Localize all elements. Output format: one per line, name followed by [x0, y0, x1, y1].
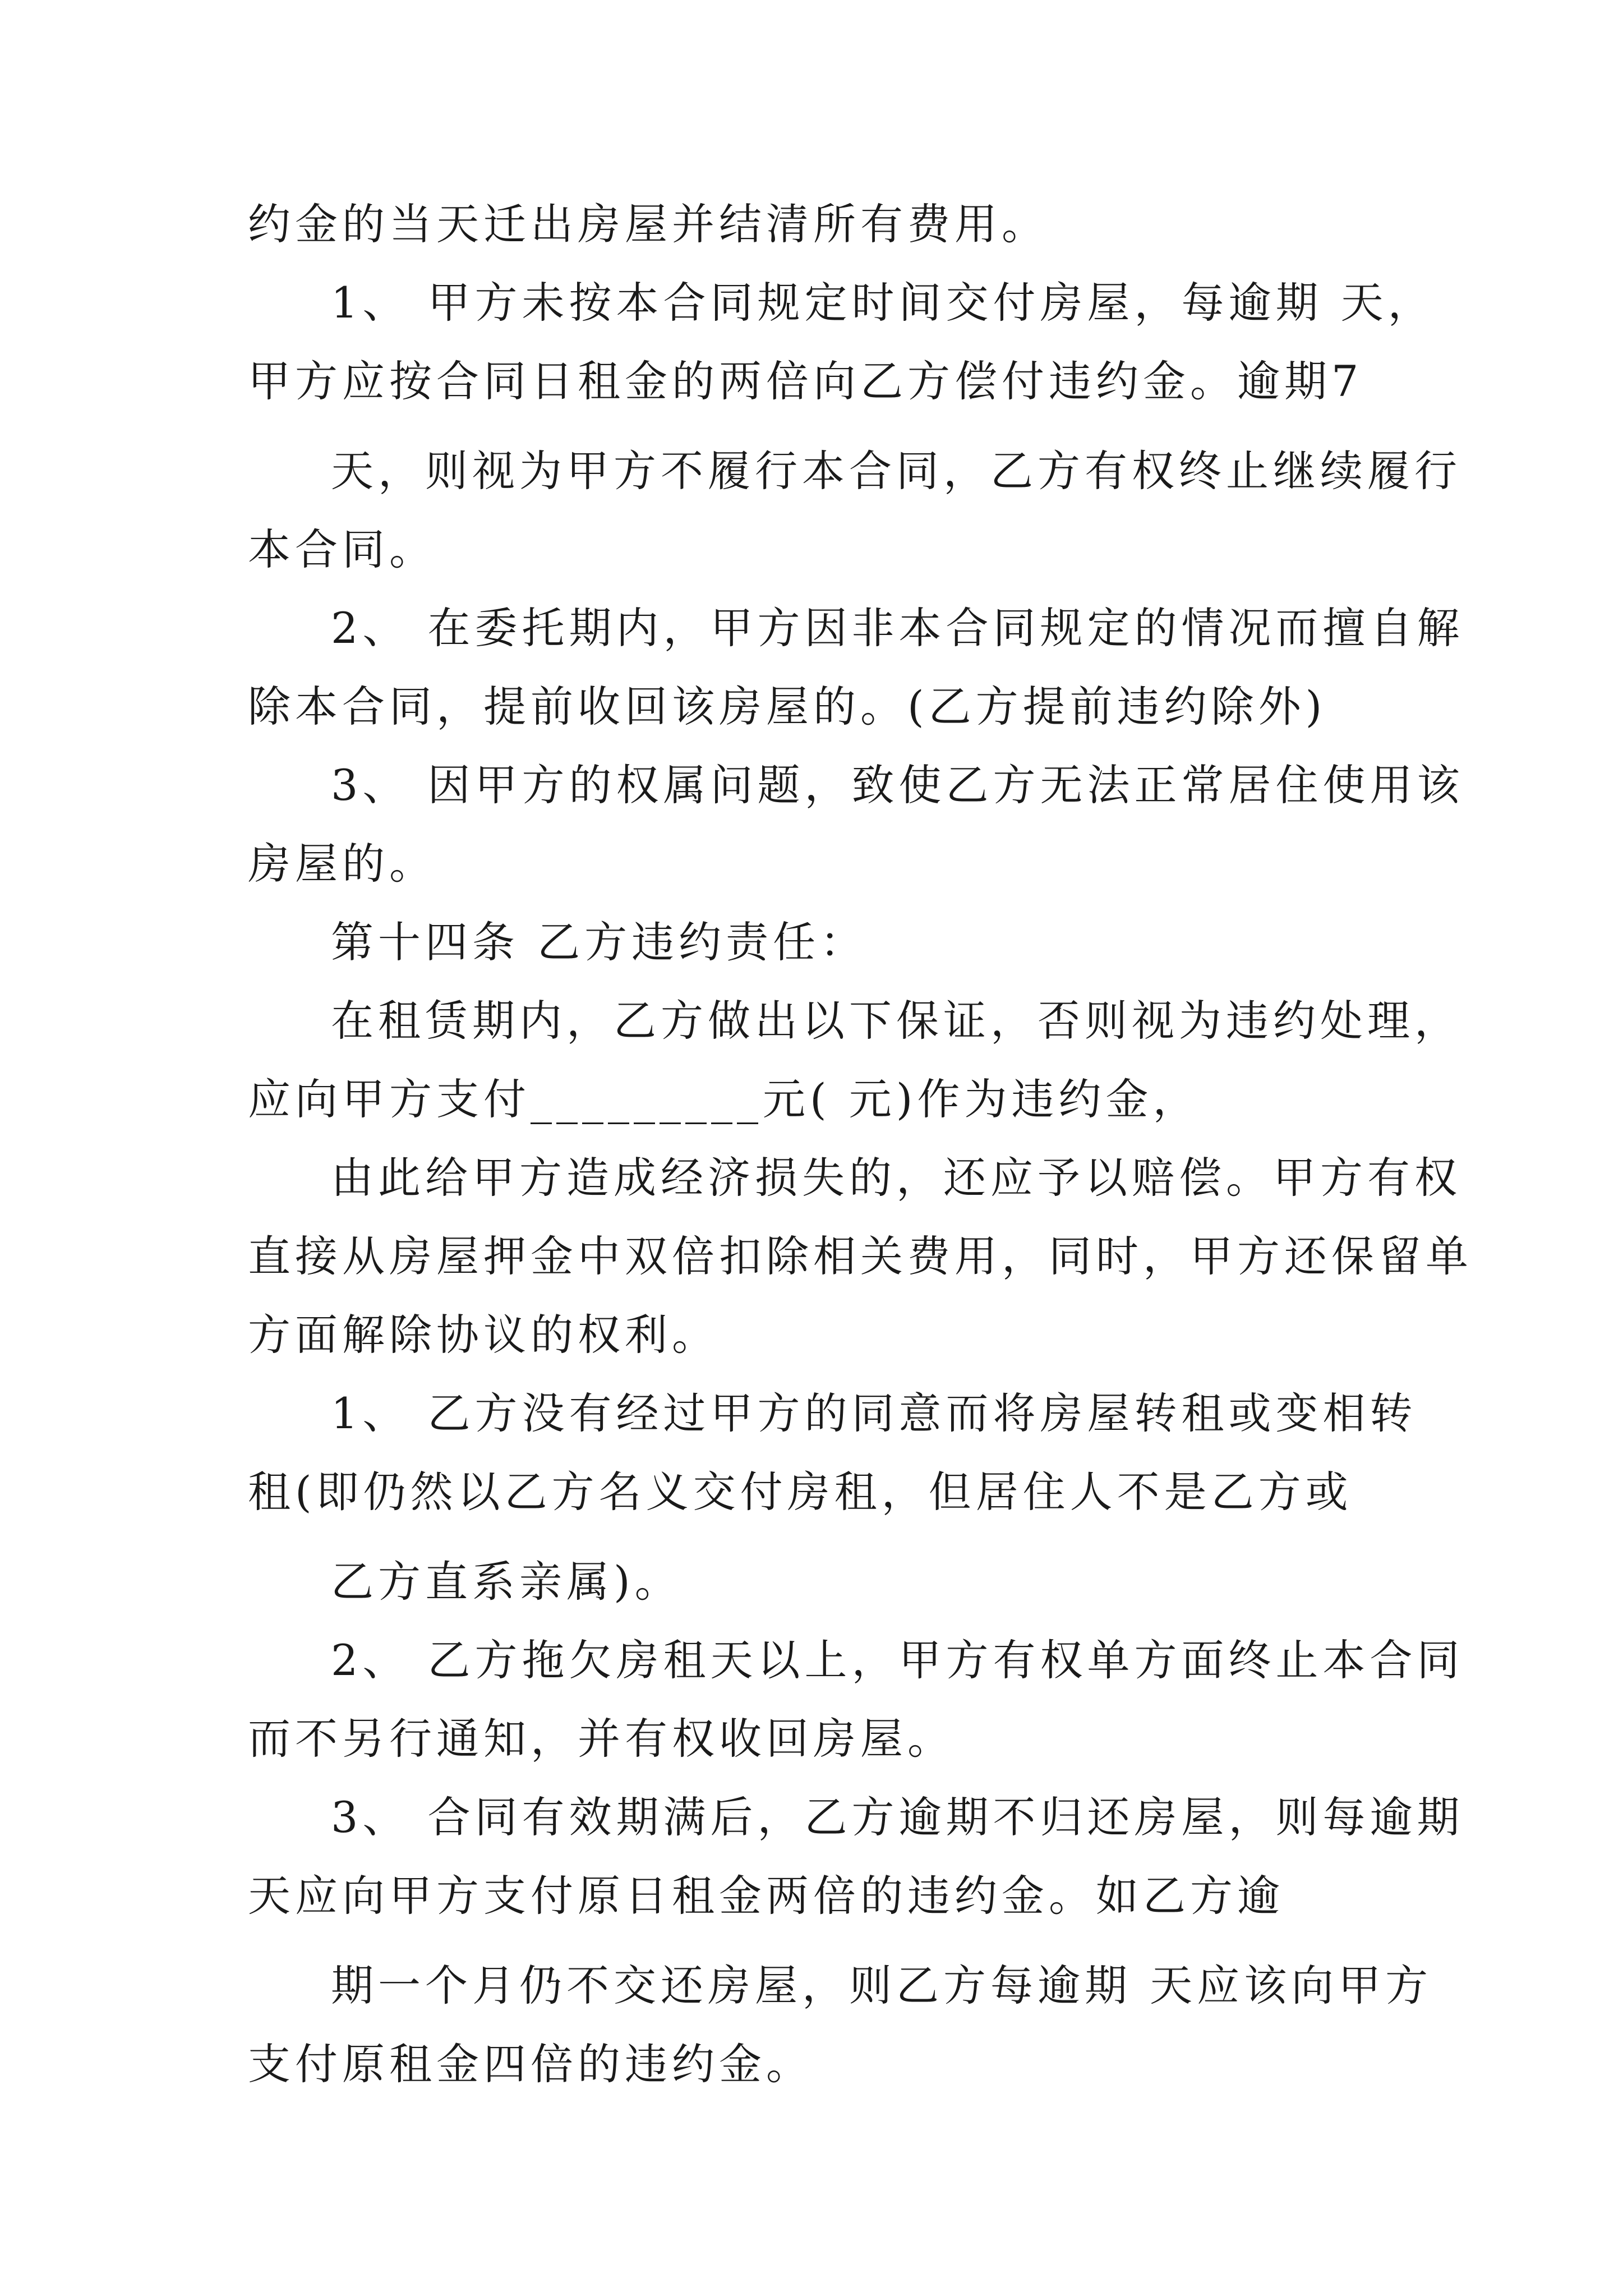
text-line: 直接从房屋押金中双倍扣除相关费用，同时，甲方还保留单 — [248, 1231, 1473, 1281]
text-line: 租(即仍然以乙方名义交付房租，但居住人不是乙方或 — [248, 1467, 1353, 1517]
text-line: 房屋的。 — [248, 839, 436, 889]
text-line: 1、 甲方未按本合同规定时间交付房屋，每逾期 天， — [331, 278, 1435, 328]
text-line: 天，则视为甲方不履行本合同，乙方有权终止继续履行 — [331, 446, 1461, 496]
text-line: 本合同。 — [248, 524, 436, 574]
text-line: 约金的当天迁出房屋并结清所有费用。 — [248, 199, 1049, 249]
text-line: 在租赁期内，乙方做出以下保证，否则视为违约处理， — [331, 996, 1461, 1046]
text-line: 应向甲方支付_________元( 元)作为违约金， — [248, 1074, 1200, 1124]
text-line: 2、 乙方拖欠房租天以上，甲方有权单方面终止本合同 — [331, 1635, 1464, 1685]
text-line: 期一个月仍不交还房屋，则乙方每逾期 天应该向甲方 — [331, 1961, 1433, 2010]
text-line: 3、 合同有效期满后，乙方逾期不归还房屋，则每逾期 — [331, 1792, 1464, 1842]
text-line: 天应向甲方支付原日租金两倍的违约金。如乙方逾 — [248, 1871, 1284, 1921]
text-line: 1、 乙方没有经过甲方的同意而将房屋转租或变相转 — [331, 1388, 1417, 1438]
text-line: 乙方直系亲属)。 — [331, 1557, 682, 1607]
text-line: 除本合同，提前收回该房屋的。(乙方提前违约除外) — [248, 682, 1327, 731]
text-line: 支付原租金四倍的违约金。 — [248, 2039, 813, 2089]
text-line: 方面解除协议的权利。 — [248, 1310, 719, 1360]
text-line: 甲方应按合同日租金的两倍向乙方偿付违约金。逾期7 — [248, 356, 1363, 406]
text-line: 而不另行通知，并有权收回房屋。 — [248, 1714, 955, 1764]
text-line: 3、 因甲方的权属问题，致使乙方无法正常居住使用该 — [331, 760, 1464, 810]
text-line: 由此给甲方造成经济损失的，还应予以赔偿。甲方有权 — [331, 1153, 1461, 1203]
section-heading: 第十四条 乙方违约责任： — [331, 917, 868, 967]
text-line: 2、 在委托期内，甲方因非本合同规定的情况而擅自解 — [331, 603, 1464, 653]
